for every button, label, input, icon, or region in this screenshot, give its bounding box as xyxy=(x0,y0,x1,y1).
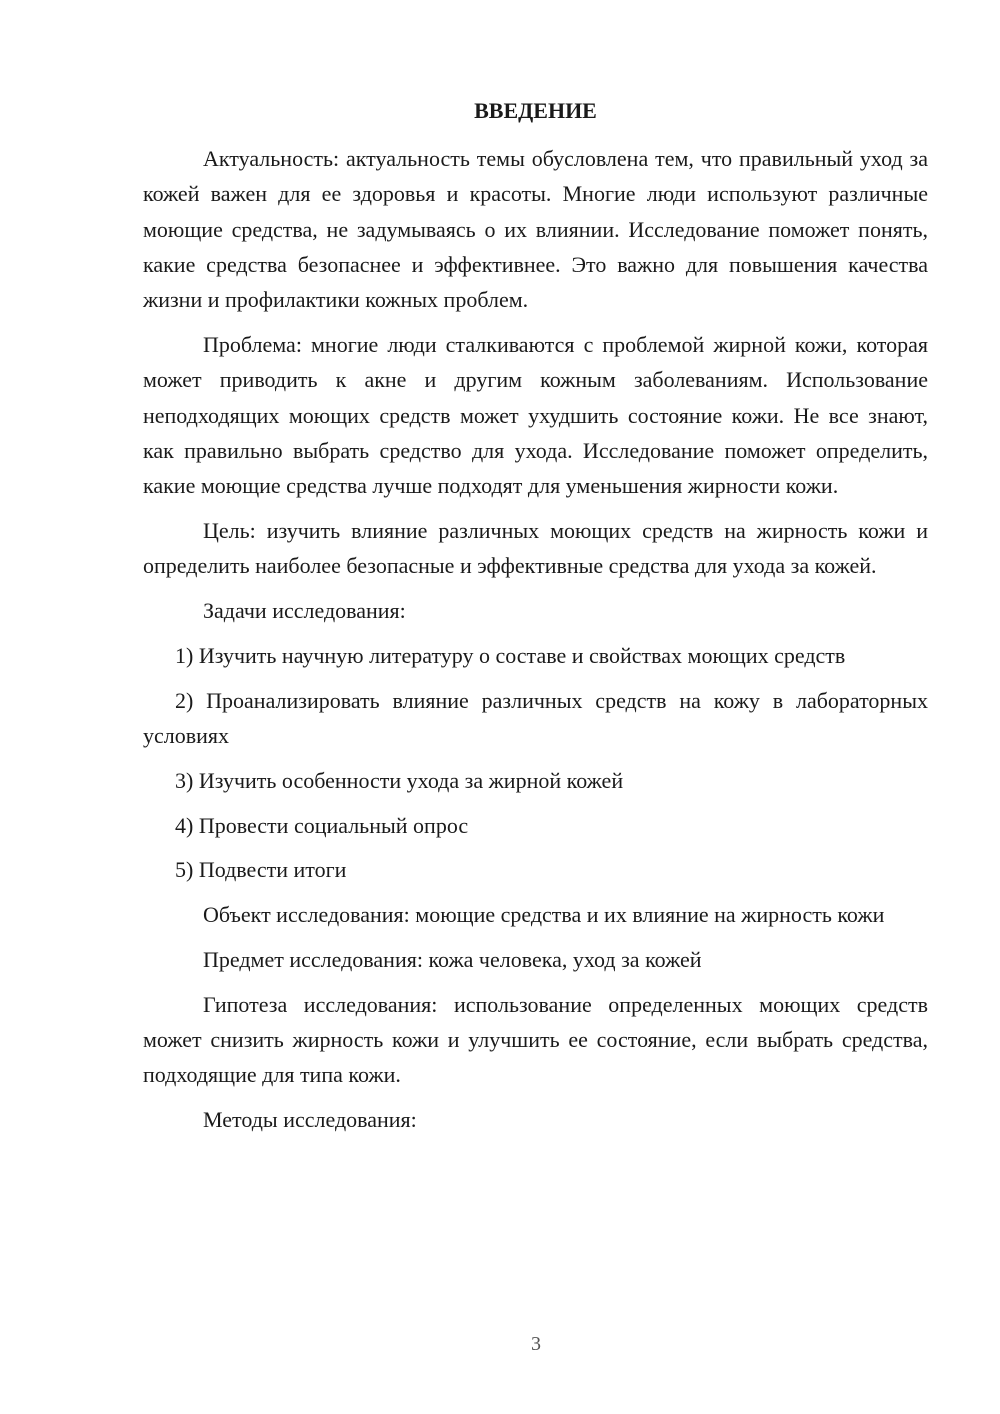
paragraph-problem: Проблема: многие люди сталкиваются с проблемой жирной кожи, которая может приводить к акне и другим кожным заболеваниям. Использование неподходящих моющих средств может ухудшить состояние кожи. Не все знают, как правильно выбрать средство для ухода. Исследование поможет определить, какие моющие средства лучше подходят для уменьшения жирности кожи. xyxy=(143,331,928,499)
document-page xyxy=(143,96,928,1147)
task-item-4: 4) Провести социальный опрос xyxy=(175,812,469,838)
task-item-5: 5) Подвести итоги xyxy=(175,857,347,883)
paragraph-tasks-heading: Задачи исследования: xyxy=(203,598,406,624)
paragraph-subject: Предмет исследования: кожа человека, уход за кожей xyxy=(203,946,702,972)
paragraph-object: Объект исследования: моющие средства и их влияние на жирность кожи xyxy=(203,902,885,928)
page-number: 3 xyxy=(531,1333,541,1355)
paragraph-hypothesis: Гипотеза исследования: использование определенных моющих средств может снизить жирность кожи и улучшить ее состояние, если выбрать средства, подходящие для типа кожи. xyxy=(143,991,928,1088)
paragraph-relevance: Актуальность: актуальность темы обусловлена тем, что правильный уход за кожей важен для ее здоровья и красоты. Многие люди используют различные моющие средства, не задумываясь о их влиянии. Исследование поможет понять, какие средства безопаснее и эффективнее. Это важно для повышения качества жизни и профилактики кожных проблем. xyxy=(143,146,928,313)
paragraph-methods-heading: Методы исследования: xyxy=(203,1107,417,1133)
task-item-3: 3) Изучить особенности ухода за жирной кожей xyxy=(175,767,624,793)
task-item-1: 1) Изучить научную литературу о составе и свойствах моющих средств xyxy=(175,642,846,668)
paragraph-goal: Цель: изучить влияние различных моющих средств на жирность кожи и определить наиболее безопасные и эффективные средства для ухода за кожей. xyxy=(143,517,928,579)
page-title: ВВЕДЕНИЕ xyxy=(474,98,597,123)
task-item-2: 2) Проанализировать влияние различных средств на кожу в лабораторных условиях xyxy=(143,687,928,748)
